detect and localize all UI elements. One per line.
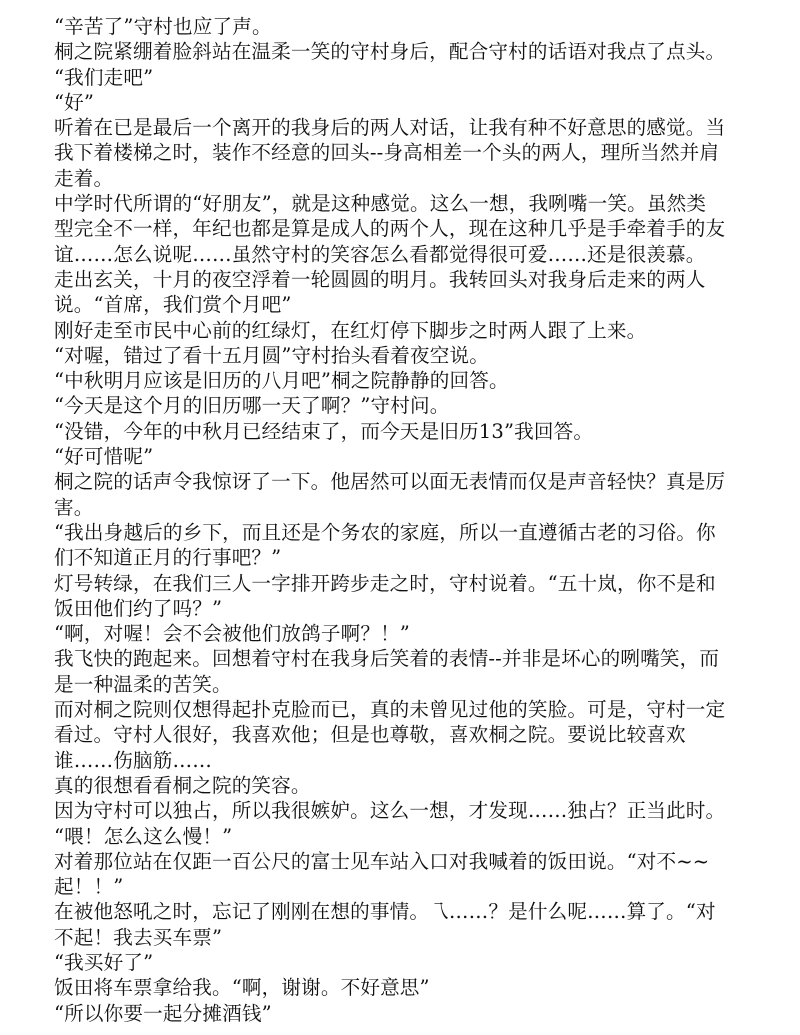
text-line: “我出身越后的乡下，而且还是个务农的家庭，所以一直遵循古老的习俗。你: [54, 520, 716, 544]
text-line: “好”: [54, 90, 95, 114]
text-line: 型完全不一样，年纪也都是算是成人的两个人，现在这种几乎是手牵着手的友: [54, 217, 726, 241]
text-line: 谁……伤脑筋……: [54, 748, 212, 772]
text-line: 不起！我去买车票”: [54, 925, 223, 949]
text-line: 走出玄关，十月的夜空浮着一轮圆圆的明月。我转回头对我身后走来的两人: [54, 267, 706, 291]
text-line: 而对桐之院则仅想得起扑克脸而已，真的未曾见过他的笑脸。可是，守村一定: [54, 698, 726, 722]
text-line: 真的很想看看桐之院的笑容。: [54, 773, 311, 797]
text-line: 说。“首席，我们赏个月吧”: [54, 293, 292, 317]
text-line: 刚好走至市民中心前的红绿灯，在红灯停下脚步之时两人跟了上来。: [54, 318, 647, 342]
text-line: 饭田他们约了吗？”: [54, 596, 223, 620]
text-line: “辛苦了”守村也应了声。: [54, 15, 272, 38]
text-line: 起！！”: [54, 875, 124, 899]
text-line: 听着在已是最后一个离开的我身后的两人对话，让我有种不好意思的感觉。当: [54, 116, 726, 140]
text-line: 桐之院紧绷着脸斜站在温柔一笑的守村身后，配合守村的话语对我点了点头。: [54, 40, 726, 64]
text-line: “我们走吧”: [54, 65, 154, 89]
text-line: “今天是这个月的旧历哪一天了啊？”守村问。: [54, 394, 450, 418]
text-line: 在被他怒吼之时，忘记了刚刚在想的事情。乁……？是什么呢……算了。“对: [54, 900, 716, 924]
text-line: 看过。守村人很好，我喜欢他；但是也尊敬，喜欢桐之院。要说比较喜欢: [54, 723, 686, 747]
text-line: 饭田将车票拿给我。“啊，谢谢。不好意思”: [54, 976, 430, 1000]
text-line: 害。: [54, 495, 94, 519]
text-line: 灯号转绿，在我们三人一字排开跨步走之时，守村说着。“五十岚，你不是和: [54, 571, 716, 595]
text-line: 谊……怎么说呢……虽然守村的笑容怎么看都觉得很可爱……还是很羡慕。: [54, 242, 706, 266]
text-line: 我飞快的跑起来。回想着守村在我身后笑着的表情--并非是坏心的咧嘴笑，而: [54, 647, 720, 671]
text-line: “喂！怎么这么慢！”: [54, 824, 233, 848]
text-line: 因为守村可以独占，所以我很嫉妒。这么一想，才发现……独占？正当此时。: [54, 799, 726, 823]
text-line: “啊，对喔！会不会被他们放鸽子啊？！”: [54, 622, 410, 646]
text-line: “对喔，错过了看十五月圆”守村抬头看着夜空说。: [54, 343, 489, 367]
text-line: 是一种温柔的苦笑。: [54, 672, 232, 696]
text-line: “我买好了”: [54, 950, 154, 974]
text-line: “没错，今年的中秋月已经结束了，而今天是旧历13”我回答。: [54, 419, 594, 443]
text-line: 桐之院的话声令我惊讶了一下。他居然可以面无表情而仅是声音轻快？真是厉: [54, 470, 726, 494]
text-line: “好可惜呢”: [54, 445, 154, 469]
text-line: “中秋明月应该是旧历的八月吧”桐之院静静的回答。: [54, 369, 509, 393]
text-line: 走着。: [54, 166, 114, 190]
text-line: 中学时代所谓的“好朋友”，就是这种感觉。这么一想，我咧嘴一笑。虽然类: [54, 192, 707, 216]
text-line: 们不知道正月的行事吧？”: [54, 546, 282, 570]
text-line: 对着那位站在仅距一百公尺的富士见车站入口对我喊着的饭田说。“对不~~: [54, 849, 710, 873]
text-line: “所以你要一起分摊酒钱”: [54, 1001, 272, 1025]
document-page: [54, 14, 754, 1026]
text-line: 我下着楼梯之时，装作不经意的回头--身高相差一个头的两人，理所当然并肩: [54, 141, 720, 165]
